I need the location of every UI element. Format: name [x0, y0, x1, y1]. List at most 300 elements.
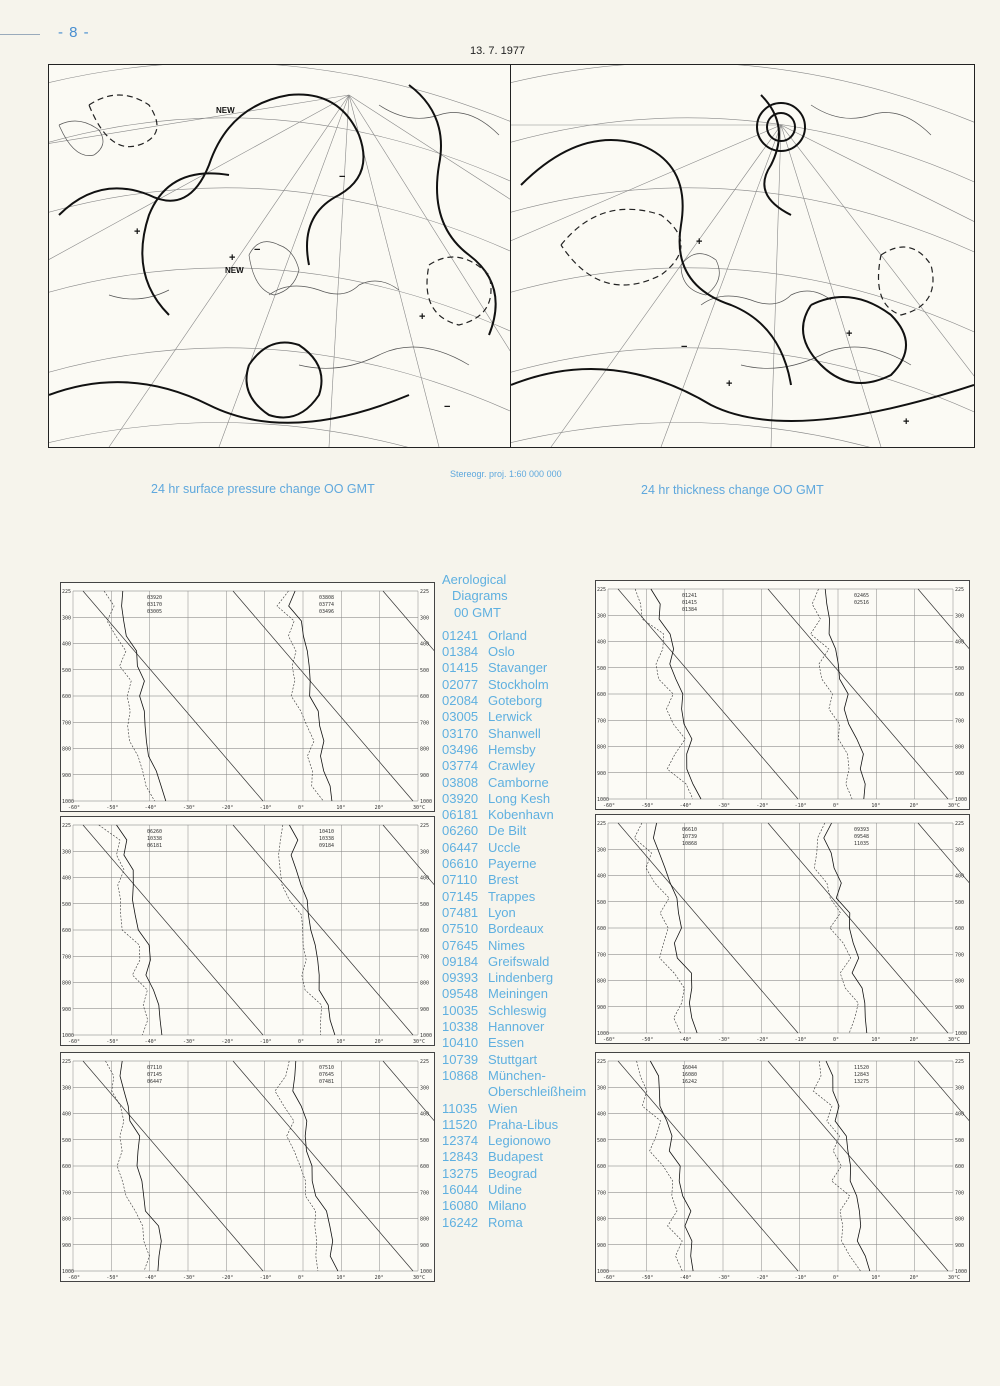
svg-text:+: +	[846, 328, 853, 340]
svg-text:+: +	[134, 226, 141, 238]
station-name: Trappes	[488, 888, 536, 904]
station-name: Oberschleißheim	[488, 1084, 587, 1100]
temperature-tick-label: -40°	[144, 1275, 157, 1281]
pressure-level-label: 700	[420, 720, 430, 727]
station-code: 10739	[442, 1051, 479, 1067]
pressure-level-label: 600	[597, 926, 607, 932]
temperature-tick-label: -30°	[183, 1039, 196, 1045]
pressure-level-label: 900	[955, 1004, 965, 1011]
pressure-level-label: 1000	[955, 1269, 968, 1275]
pressure-level-label: 800	[62, 1216, 72, 1223]
page-number: - 8 -	[58, 24, 90, 41]
station-code: 07110	[442, 872, 478, 888]
pressure-level-label: 600	[597, 692, 607, 698]
pressure-level-label: 800	[955, 978, 965, 985]
station-name: Stuttgart	[488, 1051, 538, 1067]
pressure-level-label: 600	[955, 1164, 965, 1170]
aerological-station-list	[442, 572, 592, 1231]
pressure-level-label: 600	[420, 928, 430, 934]
diagram-chart	[61, 817, 434, 1045]
station-name: Orland	[488, 627, 528, 643]
diagram-station-ids-right	[854, 593, 869, 607]
station-item	[442, 1035, 592, 1051]
aerological-heading-line-1: Aerological	[442, 572, 507, 587]
pressure-level-label: 800	[597, 744, 607, 751]
pressure-level-label: 800	[420, 746, 430, 753]
pressure-level-label: 400	[597, 639, 607, 646]
station-name: Beograd	[488, 1165, 538, 1181]
station-name: Stavanger	[488, 660, 548, 676]
station-name: Uccle	[488, 839, 521, 855]
pressure-level-label: 700	[62, 1190, 72, 1197]
station-item	[442, 1052, 592, 1068]
diagram-station-ids-right	[854, 827, 869, 848]
pressure-level-label: 600	[420, 1164, 430, 1170]
pressure-level-label: 400	[62, 875, 72, 882]
station-code: 06610	[442, 856, 479, 872]
diagram-chart	[596, 815, 969, 1043]
station-item	[442, 986, 592, 1002]
station-item	[442, 644, 592, 660]
station-code: 09393	[442, 970, 479, 986]
diagram-station-ids-left	[147, 595, 162, 616]
pressure-level-label: 300	[62, 849, 72, 856]
diagram-station-ids-right	[319, 1065, 334, 1086]
diagram-station-id: 16242	[682, 1079, 698, 1085]
station-code: 03774	[442, 758, 479, 774]
pressure-level-label: 900	[420, 1006, 430, 1013]
station-name: Oslo	[488, 644, 515, 660]
pressure-level-label: 500	[955, 1137, 965, 1144]
pressure-level-label: 800	[420, 980, 430, 987]
pressure-level-label: 800	[955, 1216, 965, 1223]
diagram-station-id: 03920	[147, 595, 163, 601]
pressure-level-label: 400	[955, 873, 965, 880]
diagram-station-id: 12843	[854, 1072, 870, 1078]
pressure-level-label: 1000	[955, 1031, 968, 1037]
temperature-tick-label: 0°	[298, 805, 305, 811]
diagram-station-id: 06260	[147, 829, 163, 835]
station-item	[442, 693, 592, 709]
temperature-tick-label: -50°	[641, 1275, 654, 1281]
diagram-station-id: 10410	[319, 829, 335, 835]
pressure-level-label: 800	[62, 980, 72, 987]
station-code: 02077	[442, 676, 479, 692]
pressure-level-label: 500	[955, 899, 965, 906]
pressure-level-label: 700	[597, 952, 607, 959]
pressure-level-label: 700	[955, 952, 965, 959]
station-name: Shanwell	[488, 725, 541, 741]
pressure-level-label: 225	[597, 821, 607, 827]
diagram-station-ids-left	[147, 1065, 162, 1086]
pressure-level-label: 400	[955, 1111, 965, 1118]
temperature-tick-label: 0°	[298, 1039, 305, 1045]
station-code: 03920	[442, 790, 479, 806]
pressure-level-label: 500	[597, 899, 607, 906]
station-item	[442, 660, 592, 676]
temperature-tick-label: -40°	[679, 1275, 692, 1281]
temperature-tick-label: -10°	[259, 805, 272, 811]
station-name: De Bilt	[488, 823, 527, 839]
pressure-level-label: 300	[62, 1085, 72, 1092]
station-item	[442, 970, 592, 986]
diagram-station-id: 06447	[147, 1079, 163, 1085]
station-item	[442, 1166, 592, 1182]
station-item	[442, 807, 592, 823]
station-name: München-	[488, 1067, 546, 1083]
station-code: 03005	[442, 709, 479, 725]
station-code: 07510	[442, 921, 479, 937]
pressure-level-label: 400	[420, 875, 430, 882]
diagram-station-id: 13275	[854, 1079, 870, 1085]
pressure-level-label: 900	[62, 1242, 72, 1249]
svg-text:−: −	[254, 244, 261, 256]
station-name: Long Kesh	[488, 790, 551, 806]
diagram-chart	[61, 1053, 434, 1281]
diagram-chart	[596, 1053, 969, 1281]
station-name: Schleswig	[488, 1002, 547, 1018]
pressure-level-label: 1000	[62, 799, 75, 805]
pressure-level-label: 700	[955, 718, 965, 725]
station-code: 07645	[442, 937, 479, 953]
station-code: 16242	[442, 1214, 479, 1230]
station-code: 10035	[442, 1002, 479, 1018]
station-item	[442, 823, 592, 839]
station-item	[442, 758, 592, 774]
diagram-station-id: 16044	[682, 1065, 698, 1071]
station-code: 01384	[442, 644, 479, 660]
station-item	[442, 775, 592, 791]
station-code: 11035	[442, 1100, 478, 1116]
station-code: 09548	[442, 986, 479, 1002]
temperature-tick-label: 20°	[374, 1039, 384, 1045]
station-name: Goteborg	[488, 693, 543, 709]
pressure-level-label: 500	[955, 665, 965, 672]
diagram-station-id: 16080	[682, 1072, 698, 1078]
pressure-level-label: 400	[597, 873, 607, 880]
temperature-tick-label: 30°C	[413, 805, 426, 811]
station-item	[442, 742, 592, 758]
station-item	[442, 1182, 592, 1198]
pressure-level-label: 300	[597, 613, 607, 620]
station-name: Kobenhavn	[488, 807, 554, 823]
station-item	[442, 709, 592, 725]
pressure-level-label: 800	[597, 978, 607, 985]
station-item	[442, 954, 592, 970]
pressure-level-label: 800	[955, 744, 965, 751]
svg-text:+: +	[419, 311, 426, 323]
pressure-level-label: 600	[955, 692, 965, 698]
temperature-tick-label: 0°	[298, 1275, 305, 1281]
temperature-tick-label: 30°C	[413, 1275, 426, 1281]
temperature-tick-label: 20°	[909, 1037, 919, 1043]
diagram-station-id: 10739	[682, 834, 698, 840]
pressure-level-label: 400	[420, 641, 430, 648]
station-code: 13275	[442, 1165, 479, 1181]
pressure-level-label: 600	[62, 928, 72, 934]
station-name: Lerwick	[488, 709, 533, 725]
pressure-level-label: 800	[62, 746, 72, 753]
svg-text:+: +	[229, 252, 236, 264]
temperature-tick-label: -40°	[144, 805, 157, 811]
pressure-level-label: 500	[420, 901, 430, 908]
aerological-diagram-5	[595, 814, 970, 1044]
diagram-station-id: 03774	[319, 602, 335, 608]
diagram-station-id: 01415	[682, 600, 698, 606]
diagram-station-id: 11520	[854, 1065, 870, 1071]
pressure-level-label: 500	[420, 1137, 430, 1144]
diagram-station-id: 03170	[147, 602, 163, 608]
diagram-station-ids-right	[319, 595, 334, 616]
pressure-level-label: 300	[955, 613, 965, 620]
station-name: Payerne	[488, 856, 537, 872]
station-item	[442, 921, 592, 937]
temperature-tick-label: -20°	[221, 1275, 234, 1281]
diagram-station-id: 10868	[682, 841, 698, 847]
diagram-station-ids-left	[147, 829, 162, 850]
temperature-tick-label: -20°	[756, 803, 769, 809]
pressure-level-label: 225	[597, 587, 607, 593]
station-name: Roma	[488, 1214, 523, 1230]
aerological-heading	[442, 572, 592, 621]
svg-text:−: −	[444, 401, 451, 413]
pressure-level-label: 225	[420, 589, 430, 595]
station-item	[442, 1003, 592, 1019]
temperature-tick-label: 10°	[336, 1039, 346, 1045]
station-code: 03496	[442, 741, 479, 757]
surface-pressure-map-drawing	[49, 65, 512, 447]
aerological-diagram-3	[60, 1052, 435, 1282]
station-code: 01415	[442, 660, 479, 676]
station-code: 12843	[442, 1149, 479, 1165]
station-code: 06181	[442, 807, 479, 823]
thickness-change-map	[510, 64, 975, 448]
pressure-level-label: 800	[420, 1216, 430, 1223]
station-item	[442, 1084, 592, 1100]
temperature-tick-label: 30°C	[948, 1275, 961, 1281]
pressure-level-label: 300	[597, 847, 607, 854]
temperature-tick-label: 10°	[871, 1037, 881, 1043]
station-item	[442, 1068, 592, 1084]
diagram-station-id: 07645	[319, 1072, 335, 1078]
temperature-tick-label: -60°	[68, 1275, 81, 1281]
pressure-level-label: 1000	[955, 797, 968, 803]
new-mark-bottom: NEW	[225, 266, 244, 275]
temperature-tick-label: -50°	[641, 1037, 654, 1043]
diagram-station-id: 09548	[854, 834, 870, 840]
temperature-tick-label: 10°	[871, 803, 881, 809]
station-name: Lindenberg	[488, 970, 554, 986]
station-item	[442, 889, 592, 905]
aerological-diagram-2	[60, 816, 435, 1046]
temperature-tick-label: -10°	[259, 1039, 272, 1045]
temperature-tick-label: 0°	[833, 803, 840, 809]
pressure-level-label: 600	[62, 1164, 72, 1170]
pressure-level-label: 600	[955, 926, 965, 932]
pressure-level-label: 700	[62, 954, 72, 961]
pressure-level-label: 300	[420, 849, 430, 856]
diagram-station-ids-right	[319, 829, 334, 850]
temperature-tick-label: 10°	[871, 1275, 881, 1281]
pressure-level-label: 225	[420, 1059, 430, 1065]
pressure-level-label: 900	[597, 1242, 607, 1249]
pressure-level-label: 700	[597, 718, 607, 725]
station-code: 12374	[442, 1133, 479, 1149]
diagram-chart	[596, 581, 969, 809]
temperature-tick-label: -50°	[106, 805, 119, 811]
station-code: 02084	[442, 693, 479, 709]
svg-text:−: −	[681, 341, 688, 353]
temperature-tick-label: 10°	[336, 805, 346, 811]
page-date: 13. 7. 1977	[470, 45, 526, 57]
station-name: Nimes	[488, 937, 525, 953]
station-name: Udine	[488, 1181, 522, 1197]
temperature-tick-label: -60°	[68, 805, 81, 811]
pressure-level-label: 225	[62, 589, 72, 595]
surface-pressure-change-map	[48, 64, 513, 448]
station-name: Praha-Libus	[488, 1116, 559, 1132]
pressure-level-label: 700	[62, 720, 72, 727]
diagram-station-id: 10338	[319, 836, 335, 842]
station-name: Brest	[488, 872, 519, 888]
pressure-level-label: 300	[597, 1085, 607, 1092]
station-name: Wien	[488, 1100, 518, 1116]
top-rule	[0, 34, 40, 35]
diagram-station-id: 07510	[319, 1065, 335, 1071]
pressure-level-label: 900	[62, 1006, 72, 1013]
diagram-station-id: 03005	[147, 609, 163, 615]
svg-text:+: +	[726, 378, 733, 390]
pressure-level-label: 1000	[597, 797, 610, 803]
station-code: 07145	[442, 888, 479, 904]
pressure-level-label: 225	[597, 1059, 607, 1065]
pressure-level-label: 1000	[62, 1033, 75, 1039]
station-name: Stockholm	[488, 676, 549, 692]
temperature-tick-label: -50°	[106, 1275, 119, 1281]
temperature-tick-label: 20°	[374, 1275, 384, 1281]
station-item	[442, 1215, 592, 1231]
temperature-tick-label: -10°	[794, 1037, 807, 1043]
diagram-chart	[61, 583, 434, 811]
diagram-station-ids-left	[682, 593, 697, 614]
pressure-level-label: 600	[62, 694, 72, 700]
aerological-heading-line-2: Diagrams	[452, 588, 508, 604]
station-item	[442, 1117, 592, 1133]
station-code: 06447	[442, 839, 479, 855]
station-name: Budapest	[488, 1149, 543, 1165]
pressure-level-label: 500	[597, 1137, 607, 1144]
pressure-level-label: 300	[420, 1085, 430, 1092]
svg-text:−: −	[339, 171, 346, 183]
station-name: Hemsby	[488, 741, 536, 757]
station-name: Lyon	[488, 904, 516, 920]
station-name: Camborne	[488, 774, 549, 790]
temperature-tick-label: 30°C	[948, 1037, 961, 1043]
station-item	[442, 791, 592, 807]
diagram-station-ids-left	[682, 827, 697, 848]
station-code: 16044	[442, 1181, 479, 1197]
temperature-tick-label: 10°	[336, 1275, 346, 1281]
temperature-tick-label: -30°	[718, 1037, 731, 1043]
station-code	[442, 1084, 488, 1100]
diagram-station-id: 06610	[682, 827, 698, 833]
pressure-level-label: 300	[420, 615, 430, 622]
station-list	[442, 628, 592, 1231]
station-item	[442, 1019, 592, 1035]
pressure-level-label: 1000	[420, 1269, 433, 1275]
station-name: Crawley	[488, 758, 535, 774]
pressure-level-label: 900	[420, 772, 430, 779]
pressure-level-label: 500	[62, 667, 72, 674]
diagram-station-id: 07110	[147, 1065, 163, 1071]
pressure-level-label: 500	[420, 667, 430, 674]
pressure-level-label: 900	[420, 1242, 430, 1249]
aerological-heading-line-3: 00 GMT	[454, 604, 501, 620]
station-item	[442, 905, 592, 921]
station-code: 07481	[442, 904, 479, 920]
pressure-level-label: 225	[62, 1059, 72, 1065]
diagram-station-id: 09184	[319, 843, 335, 849]
left-map-caption: 24 hr surface pressure change OO GMT	[151, 482, 375, 496]
station-code: 11520	[442, 1116, 478, 1132]
pressure-level-label: 400	[955, 639, 965, 646]
diagram-station-id: 07481	[319, 1079, 335, 1085]
station-item	[442, 856, 592, 872]
temperature-tick-label: -10°	[259, 1275, 272, 1281]
station-code: 03170	[442, 725, 479, 741]
temperature-tick-label: -20°	[756, 1275, 769, 1281]
diagram-station-id: 01241	[682, 593, 698, 599]
pressure-level-label: 1000	[597, 1269, 610, 1275]
pressure-level-label: 300	[62, 615, 72, 622]
pressure-level-label: 700	[420, 954, 430, 961]
temperature-tick-label: -50°	[641, 803, 654, 809]
new-mark-top: NEW	[216, 106, 235, 115]
diagram-station-id: 06181	[147, 843, 163, 849]
pressure-level-label: 900	[955, 1242, 965, 1249]
station-name: Bordeaux	[488, 921, 544, 937]
pressure-level-label: 800	[597, 1216, 607, 1223]
temperature-tick-label: -50°	[106, 1039, 119, 1045]
station-item	[442, 1149, 592, 1165]
temperature-tick-label: 0°	[833, 1275, 840, 1281]
pressure-level-label: 225	[955, 587, 965, 593]
temperature-tick-label: -20°	[756, 1037, 769, 1043]
station-code: 09184	[442, 953, 479, 969]
diagram-station-ids-right	[854, 1065, 869, 1086]
station-item	[442, 1198, 592, 1214]
station-name: Milano	[488, 1198, 527, 1214]
temperature-tick-label: -10°	[794, 803, 807, 809]
pressure-level-label: 1000	[420, 1033, 433, 1039]
temperature-tick-label: -60°	[603, 1275, 616, 1281]
pressure-level-label: 500	[62, 901, 72, 908]
temperature-tick-label: -30°	[183, 1275, 196, 1281]
pressure-level-label: 400	[62, 641, 72, 648]
thickness-change-map-drawing	[511, 65, 974, 447]
pressure-level-label: 900	[597, 1004, 607, 1011]
aerological-diagram-4	[595, 580, 970, 810]
pressure-level-label: 1000	[597, 1031, 610, 1037]
diagram-station-id: 10338	[147, 836, 163, 842]
temperature-tick-label: -40°	[679, 1037, 692, 1043]
station-item	[442, 1101, 592, 1117]
diagram-station-id: 09393	[854, 827, 870, 833]
temperature-tick-label: -60°	[603, 803, 616, 809]
station-name: Essen	[488, 1035, 525, 1051]
pressure-level-label: 900	[955, 770, 965, 777]
temperature-tick-label: -30°	[718, 1275, 731, 1281]
